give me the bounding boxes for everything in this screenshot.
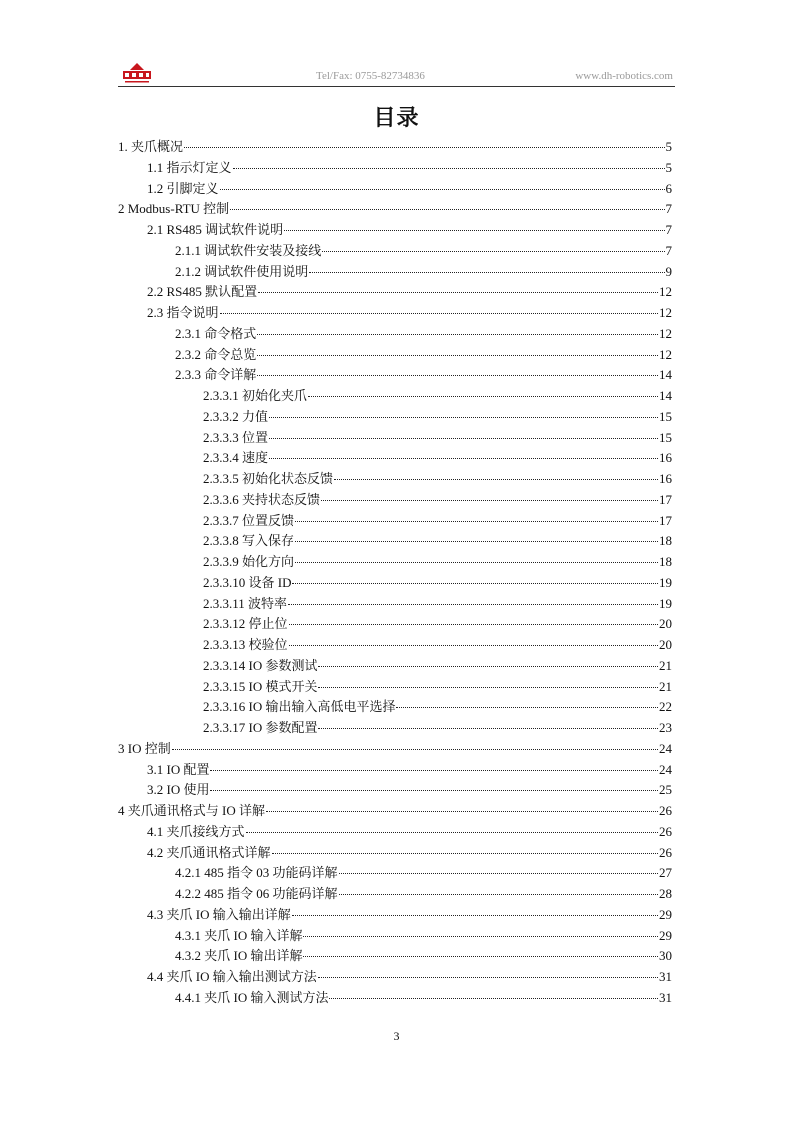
page-header (118, 56, 675, 87)
toc-entry-page: 27 (659, 865, 672, 881)
toc-dot-leader (321, 499, 658, 501)
toc-entry-title: 1.2 引脚定义 (147, 180, 219, 196)
toc-entry-page: 18 (659, 554, 672, 569)
toc-dot-leader (309, 271, 664, 273)
toc-dot-leader (334, 478, 658, 480)
toc-entry-page: 9 (665, 263, 672, 279)
toc-dot-leader (257, 333, 658, 335)
toc-entry[interactable] (203, 531, 672, 551)
toc-entry-page: 24 (659, 761, 672, 777)
toc-entry-title: 2.1 RS485 调试软件说明 (147, 222, 284, 237)
toc-entry[interactable] (175, 345, 672, 365)
toc-dot-leader (396, 706, 658, 708)
toc-entry-title: 2.1.2 调试软件使用说明 (175, 263, 309, 279)
toc-entry[interactable] (175, 946, 672, 966)
toc-entry[interactable] (203, 428, 672, 448)
toc-entry-page: 19 (659, 595, 672, 611)
toc-entry-title: 4.2 夹爪通讯格式详解 (147, 844, 271, 860)
toc-entry-page: 16 (659, 471, 672, 486)
toc-entry-title: 2.3.3.4 速度 (203, 450, 269, 466)
toc-entry-title: 4.4 夹爪 IO 输入输出测试方法 (147, 969, 317, 984)
toc-dot-leader (289, 623, 658, 625)
toc-entry[interactable] (203, 614, 672, 634)
toc-entry[interactable] (203, 448, 672, 468)
toc-entry[interactable] (203, 552, 672, 572)
toc-entry-title: 1.1 指示灯定义 (147, 159, 232, 175)
toc-dot-leader (292, 914, 658, 916)
toc-entry[interactable] (203, 386, 672, 406)
toc-entry-page: 6 (665, 180, 672, 196)
toc-entry-page: 12 (659, 284, 672, 300)
toc-entry[interactable] (203, 469, 672, 489)
toc-entry[interactable] (147, 158, 672, 178)
toc-entry[interactable] (203, 677, 672, 697)
toc-dot-leader (292, 582, 658, 584)
toc-entry[interactable] (175, 988, 672, 1008)
toc-dot-leader (272, 852, 658, 854)
toc-dot-leader (288, 603, 658, 605)
toc-dot-leader (318, 976, 658, 978)
toc-dot-leader (289, 644, 658, 646)
toc-entry-title: 2.3.3.2 力值 (203, 408, 269, 424)
toc-entry-page: 20 (659, 616, 672, 632)
toc-entry-title: 2.3.2 命令总览 (175, 346, 257, 362)
toc-entry[interactable] (175, 884, 672, 904)
toc-dot-leader (295, 561, 658, 563)
toc-entry[interactable] (203, 635, 672, 655)
toc-dot-leader (257, 374, 658, 376)
toc-dot-leader (318, 727, 658, 729)
toc-entry-page: 26 (659, 844, 672, 860)
header-website: www.dh-robotics.com (575, 70, 673, 82)
toc-entry[interactable] (203, 656, 672, 676)
toc-entry-title: 2.3.3.10 设备 ID (203, 574, 292, 590)
toc-entry[interactable] (118, 801, 672, 821)
toc-dot-leader (295, 540, 658, 542)
toc-entry[interactable] (203, 490, 672, 510)
toc-entry-page: 18 (659, 533, 672, 549)
toc-dot-leader (266, 810, 658, 812)
toc-entry-page: 29 (659, 906, 672, 922)
toc-entry[interactable] (147, 303, 672, 323)
toc-dot-leader (284, 229, 664, 231)
toc-dot-leader (303, 935, 658, 937)
toc-entry-title: 2.3.3.14 IO 参数测试 (203, 657, 318, 673)
toc-entry-title: 2.3.3.6 夹持状态反馈 (203, 491, 321, 507)
toc-entry-page: 30 (659, 948, 672, 964)
toc-entry-page: 22 (659, 699, 672, 715)
toc-entry-title: 2.3.3.9 始化方向 (203, 554, 295, 569)
toc-entry-page: 23 (659, 720, 672, 735)
toc-entry-page: 12 (659, 305, 672, 320)
toc-entry-title: 2.3.3.17 IO 参数配置 (203, 720, 318, 735)
toc-dot-leader (184, 146, 664, 148)
toc-entry-title: 2.3.3.7 位置反馈 (203, 512, 295, 528)
toc-entry[interactable] (175, 926, 672, 946)
toc-entry-title: 2.3.3.12 停止位 (203, 616, 288, 632)
toc-entry-page: 26 (659, 823, 672, 839)
toc-entry-title: 2.1.1 调试软件安装及接线 (175, 242, 322, 258)
toc-entry-page: 29 (659, 927, 672, 943)
toc-entry-title: 3 IO 控制 (118, 740, 171, 756)
toc-entry-title: 2.3 指令说明 (147, 305, 219, 320)
header-tel-fax: Tel/Fax: 0755-82734836 (316, 70, 425, 82)
toc-entry-title: 2.3.1 命令格式 (175, 325, 257, 341)
toc-dot-leader (269, 437, 658, 439)
toc-entry-page: 28 (659, 886, 672, 901)
toc-entry[interactable] (175, 324, 672, 344)
toc-entry-title: 2.3.3.11 波特率 (203, 595, 288, 611)
toc-entry-page: 21 (659, 657, 672, 673)
toc-entry-page: 7 (665, 201, 672, 217)
toc-entry-title: 4.2.2 485 指令 06 功能码详解 (175, 886, 338, 901)
toc-dot-leader (318, 686, 658, 688)
toc-entry-title: 2.3.3.3 位置 (203, 429, 269, 445)
toc-dot-leader (308, 395, 658, 397)
toc-entry-title: 3.2 IO 使用 (147, 782, 210, 798)
toc-dot-leader (269, 457, 658, 459)
toc-entry-title: 2.2 RS485 默认配置 (147, 284, 258, 300)
toc-dot-leader (339, 872, 658, 874)
toc-entry-page: 14 (659, 388, 672, 403)
toc-entry-page: 31 (659, 969, 672, 984)
toc-entry-page: 5 (665, 139, 672, 154)
toc-entry-page: 24 (659, 740, 672, 756)
toc-entry-page: 14 (659, 367, 672, 383)
toc-entry[interactable] (147, 282, 672, 302)
toc-entry-page: 15 (659, 408, 672, 424)
toc-entry-title: 2.3.3.1 初始化夹爪 (203, 388, 308, 403)
toc-entry-title: 2.3.3.5 初始化状态反馈 (203, 471, 334, 486)
toc-entry-page: 12 (659, 325, 672, 341)
toc-entry-title: 2.3.3 命令详解 (175, 367, 257, 383)
toc-entry[interactable] (203, 718, 672, 738)
toc-dot-leader (303, 955, 658, 957)
toc-dot-leader (172, 748, 658, 750)
toc-entry[interactable] (147, 843, 672, 863)
toc-dot-leader (339, 893, 658, 895)
toc-dot-leader (318, 665, 658, 667)
toc-dot-leader (220, 312, 658, 314)
toc-entry-title: 4.3 夹爪 IO 输入输出详解 (147, 906, 291, 922)
toc-entry-title: 2.3.3.8 写入保存 (203, 533, 295, 549)
toc-dot-leader (220, 188, 665, 190)
toc-dot-leader (246, 831, 658, 833)
toc-entry-page: 7 (665, 242, 672, 258)
toc-entry-title: 4.3.1 夹爪 IO 输入详解 (175, 927, 303, 943)
toc-entry-page: 17 (659, 512, 672, 528)
toc-dot-leader (210, 769, 658, 771)
toc-entry-title: 1. 夹爪概况 (118, 139, 184, 154)
toc-entry[interactable] (175, 241, 672, 261)
toc-entry[interactable] (147, 822, 672, 842)
toc-entry[interactable] (118, 739, 672, 759)
toc-dot-leader (258, 291, 658, 293)
toc-entry-title: 2 Modbus-RTU 控制 (118, 201, 230, 217)
toc-entry-page: 21 (659, 678, 672, 694)
toc-entry[interactable] (147, 780, 672, 800)
toc-entry[interactable] (203, 697, 672, 717)
toc-entry[interactable] (203, 594, 672, 614)
toc-entry-title: 3.1 IO 配置 (147, 761, 210, 777)
toc-dot-leader (233, 167, 665, 169)
toc-entry-page: 5 (665, 159, 672, 175)
toc-entry-title: 2.3.3.15 IO 模式开关 (203, 678, 318, 694)
toc-entry[interactable] (175, 365, 672, 385)
toc-entry[interactable] (203, 407, 672, 427)
toc-entry-page: 25 (659, 782, 672, 798)
toc-entry[interactable] (147, 967, 672, 987)
page-number: 3 (393, 1029, 400, 1043)
company-logo (120, 62, 154, 84)
toc-entry-page: 15 (659, 429, 672, 445)
toc-entry[interactable] (147, 179, 672, 199)
toc-entry-page: 17 (659, 491, 672, 507)
toc-entry[interactable] (147, 760, 672, 780)
toc-entry[interactable] (118, 137, 672, 157)
toc-entry-title: 4.4.1 夹爪 IO 输入测试方法 (175, 989, 329, 1005)
toc-entry-page: 26 (659, 803, 672, 818)
toc-dot-leader (329, 997, 658, 999)
toc-dot-leader (230, 208, 664, 210)
toc-entry-title: 4 夹爪通讯格式与 IO 详解 (118, 803, 265, 818)
toc-entry-page: 19 (659, 574, 672, 590)
toc-dot-leader (269, 416, 658, 418)
toc-entry-title: 2.3.3.13 校验位 (203, 637, 288, 652)
toc-entry-page: 12 (659, 346, 672, 362)
toc-entry[interactable] (175, 863, 672, 883)
toc-entry[interactable] (147, 220, 672, 240)
toc-title: 目录 (373, 106, 420, 131)
toc-dot-leader (257, 354, 658, 356)
toc-entry-title: 4.2.1 485 指令 03 功能码详解 (175, 865, 338, 881)
toc-entry-page: 16 (659, 450, 672, 466)
toc-dot-leader (295, 520, 658, 522)
toc-entry-page: 7 (665, 222, 672, 237)
toc-entry[interactable] (147, 905, 672, 925)
toc-entry[interactable] (203, 573, 672, 593)
toc-dot-leader (322, 250, 664, 252)
toc-entry[interactable] (175, 262, 672, 282)
toc-dot-leader (210, 789, 658, 791)
toc-entry[interactable] (118, 199, 672, 219)
toc-entry-title: 4.1 夹爪接线方式 (147, 823, 245, 839)
toc-entry[interactable] (203, 511, 672, 531)
toc-entry-title: 4.3.2 夹爪 IO 输出详解 (175, 948, 303, 964)
toc-entry-page: 20 (659, 637, 672, 652)
toc-entry-page: 31 (659, 989, 672, 1005)
toc-entry-title: 2.3.3.16 IO 输出输入高低电平选择 (203, 699, 396, 715)
